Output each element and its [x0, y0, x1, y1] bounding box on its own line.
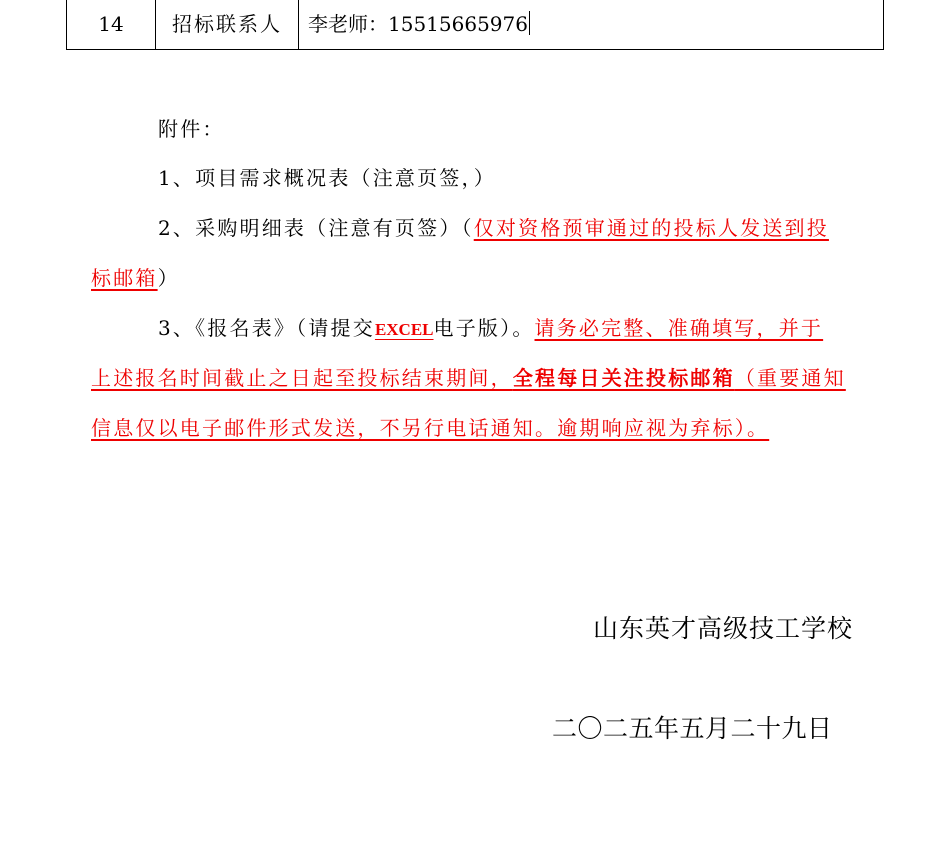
- item3-red-note-b: （重要通知: [734, 366, 846, 390]
- item2-lead: 2、采购明细表（注意有页签）（: [158, 216, 474, 240]
- item3-prefix: 3、《报名表》（请提交: [158, 316, 375, 340]
- item3-red-note-a: 上述报名时间截止之日起至投标结束期间，: [91, 366, 513, 390]
- row-label-cell: 招标联系人: [155, 0, 299, 49]
- attachments-heading: 附件：: [158, 117, 225, 141]
- attachment-item-2-line-1: [158, 212, 829, 241]
- text-cursor: [529, 11, 530, 35]
- item2-red-note-cont: 标邮箱: [91, 266, 158, 290]
- attachment-item-1: 1、项目需求概况表（注意页签，）: [158, 166, 496, 190]
- attachment-item-3-line-2: [91, 362, 846, 391]
- item3-red-note: 请务必完整、准确填写，并于: [534, 316, 824, 340]
- signature-organization: 山东英才高级技工学校: [593, 614, 854, 643]
- item3-suffix: 电子版）。: [433, 316, 535, 340]
- signature-date: 二〇二五年五月二十九日: [552, 714, 833, 743]
- row-value-cell[interactable]: [300, 0, 530, 49]
- attachment-item-3-line-1: [158, 312, 823, 341]
- item2-red-note: 仅对资格预审通过的投标人发送到投: [473, 216, 829, 240]
- item3-red-note-c: 信息仅以电子邮件形式发送，不另行电话通知。逾期响应视为弃标）。: [91, 416, 770, 440]
- item2-tail: ）: [157, 266, 180, 290]
- item3-excel: EXCEL: [374, 320, 434, 339]
- row-number-cell: 14: [67, 0, 156, 49]
- contact-table-row: [66, 0, 884, 50]
- attachment-item-2-line-2: [91, 262, 180, 291]
- attachment-item-3-line-3: [91, 412, 769, 441]
- item3-red-bold: 全程每日关注投标邮箱: [512, 366, 735, 390]
- contact-value: 李老师：15515665976: [308, 12, 528, 36]
